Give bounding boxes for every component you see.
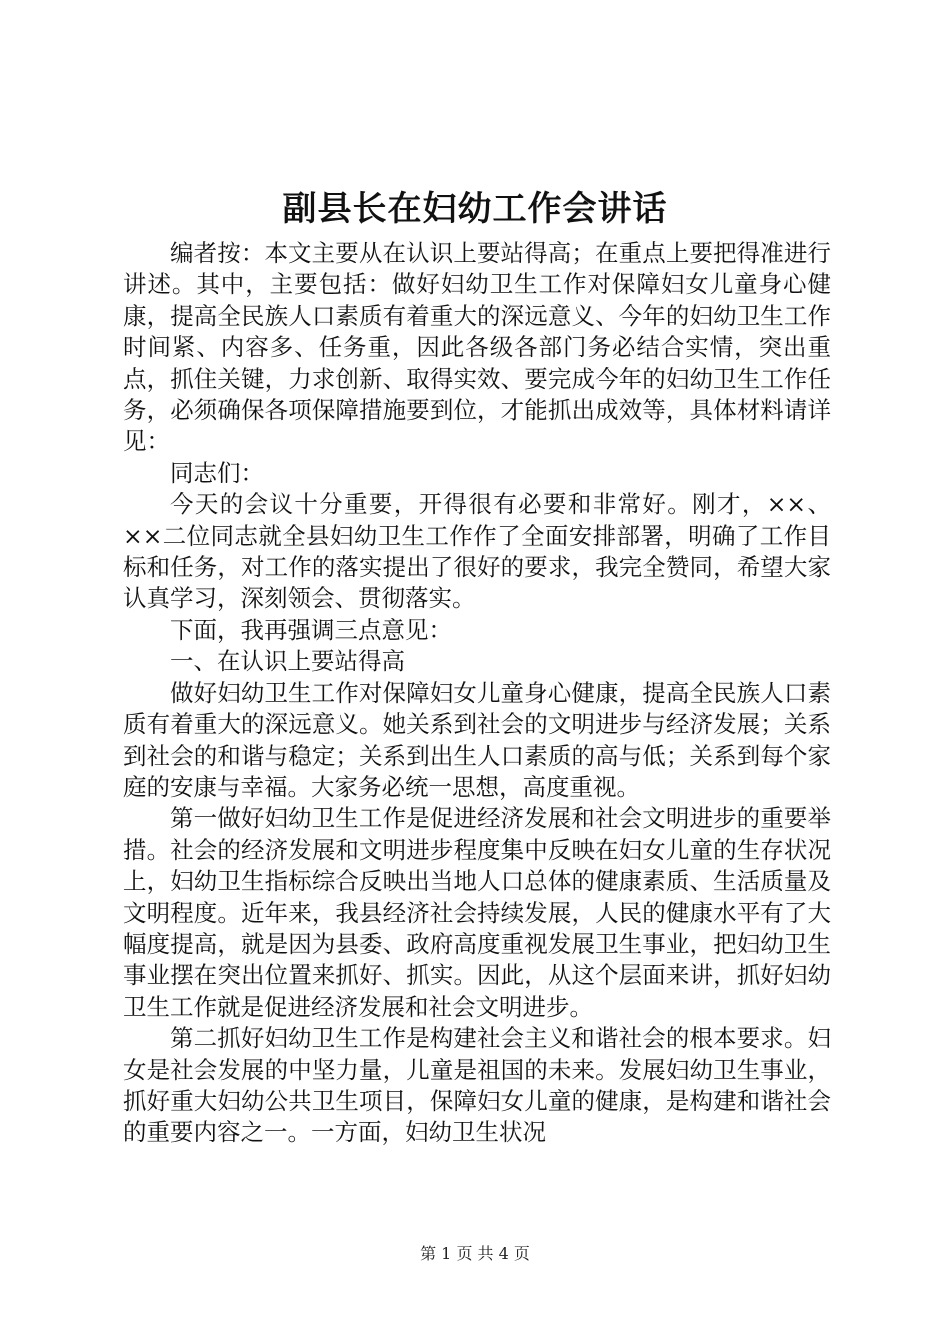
body-paragraph: 下面，我再强调三点意见： [170, 615, 452, 644]
page-title: 副县长在妇幼工作会讲话 [282, 189, 668, 229]
salutation-paragraph: 同志们： [170, 458, 264, 487]
body-paragraph: 第一做好妇幼卫生工作是促进经济发展和社会文明进步的重要举措。社会的经济发展和文明进步程度集中反映在妇女儿童的生存状况上，妇幼卫生指标综合反映出当地人口总体的健康素质、生活质量及文明程度。近年来，我县经济社会持续发展，人民的健康水平有了大幅度提高，就是因为县委、政府高度重视发展卫生事业，把妇幼卫生事业摆在突出位置来抓好、抓实。因此，从这个层面来讲，抓好妇幼卫生工作就是促进经济发展和社会文明进步。 [123, 804, 831, 1021]
body-paragraph: 第二抓好妇幼卫生工作是构建社会主义和谐社会的根本要求。妇女是社会发展的中坚力量，儿童是祖国的未来。发展妇幼卫生事业，抓好重大妇幼公共卫生项目，保障妇女儿童的健康，是构建和谐社会的重要内容之一。一方面，妇幼卫生状况 [123, 1024, 831, 1147]
document-body [123, 238, 831, 1149]
editor-note-paragraph: 编者按：本文主要从在认识上要站得高；在重点上要把得准进行讲述。其中，主要包括：做好妇幼卫生工作对保障妇女儿童身心健康，提高全民族人口素质有着重大的深远意义、今年的妇幼卫生工作时间紧、内容多、任务重，因此各级各部门务必结合实情，突出重点，抓住关键，力求创新、取得实效、要完成今年的妇幼卫生工作任务，必须确保各项保障措施要到位，才能抓出成效等，具体材料请详见： [123, 239, 831, 456]
body-paragraph: 做好妇幼卫生工作对保障妇女儿童身心健康，提高全民族人口素质有着重大的深远意义。她关系到社会的文明进步与经济发展；关系到社会的和谐与稳定；关系到出生人口素质的高与低；关系到每个家庭的安康与幸福。大家务必统一思想，高度重视。 [123, 678, 831, 801]
section-heading: 一、在认识上要站得高 [170, 647, 405, 676]
page-number-footer: 第 1 页 共 4 页 [420, 1244, 530, 1263]
body-paragraph: 今天的会议十分重要，开得很有必要和非常好。刚才，××、××二位同志就全县妇幼卫生工作作了全面安排部署，明确了工作目标和任务，对工作的落实提出了很好的要求，我完全赞同，希望大家认真学习，深刻领会、贯彻落实。 [123, 490, 831, 613]
